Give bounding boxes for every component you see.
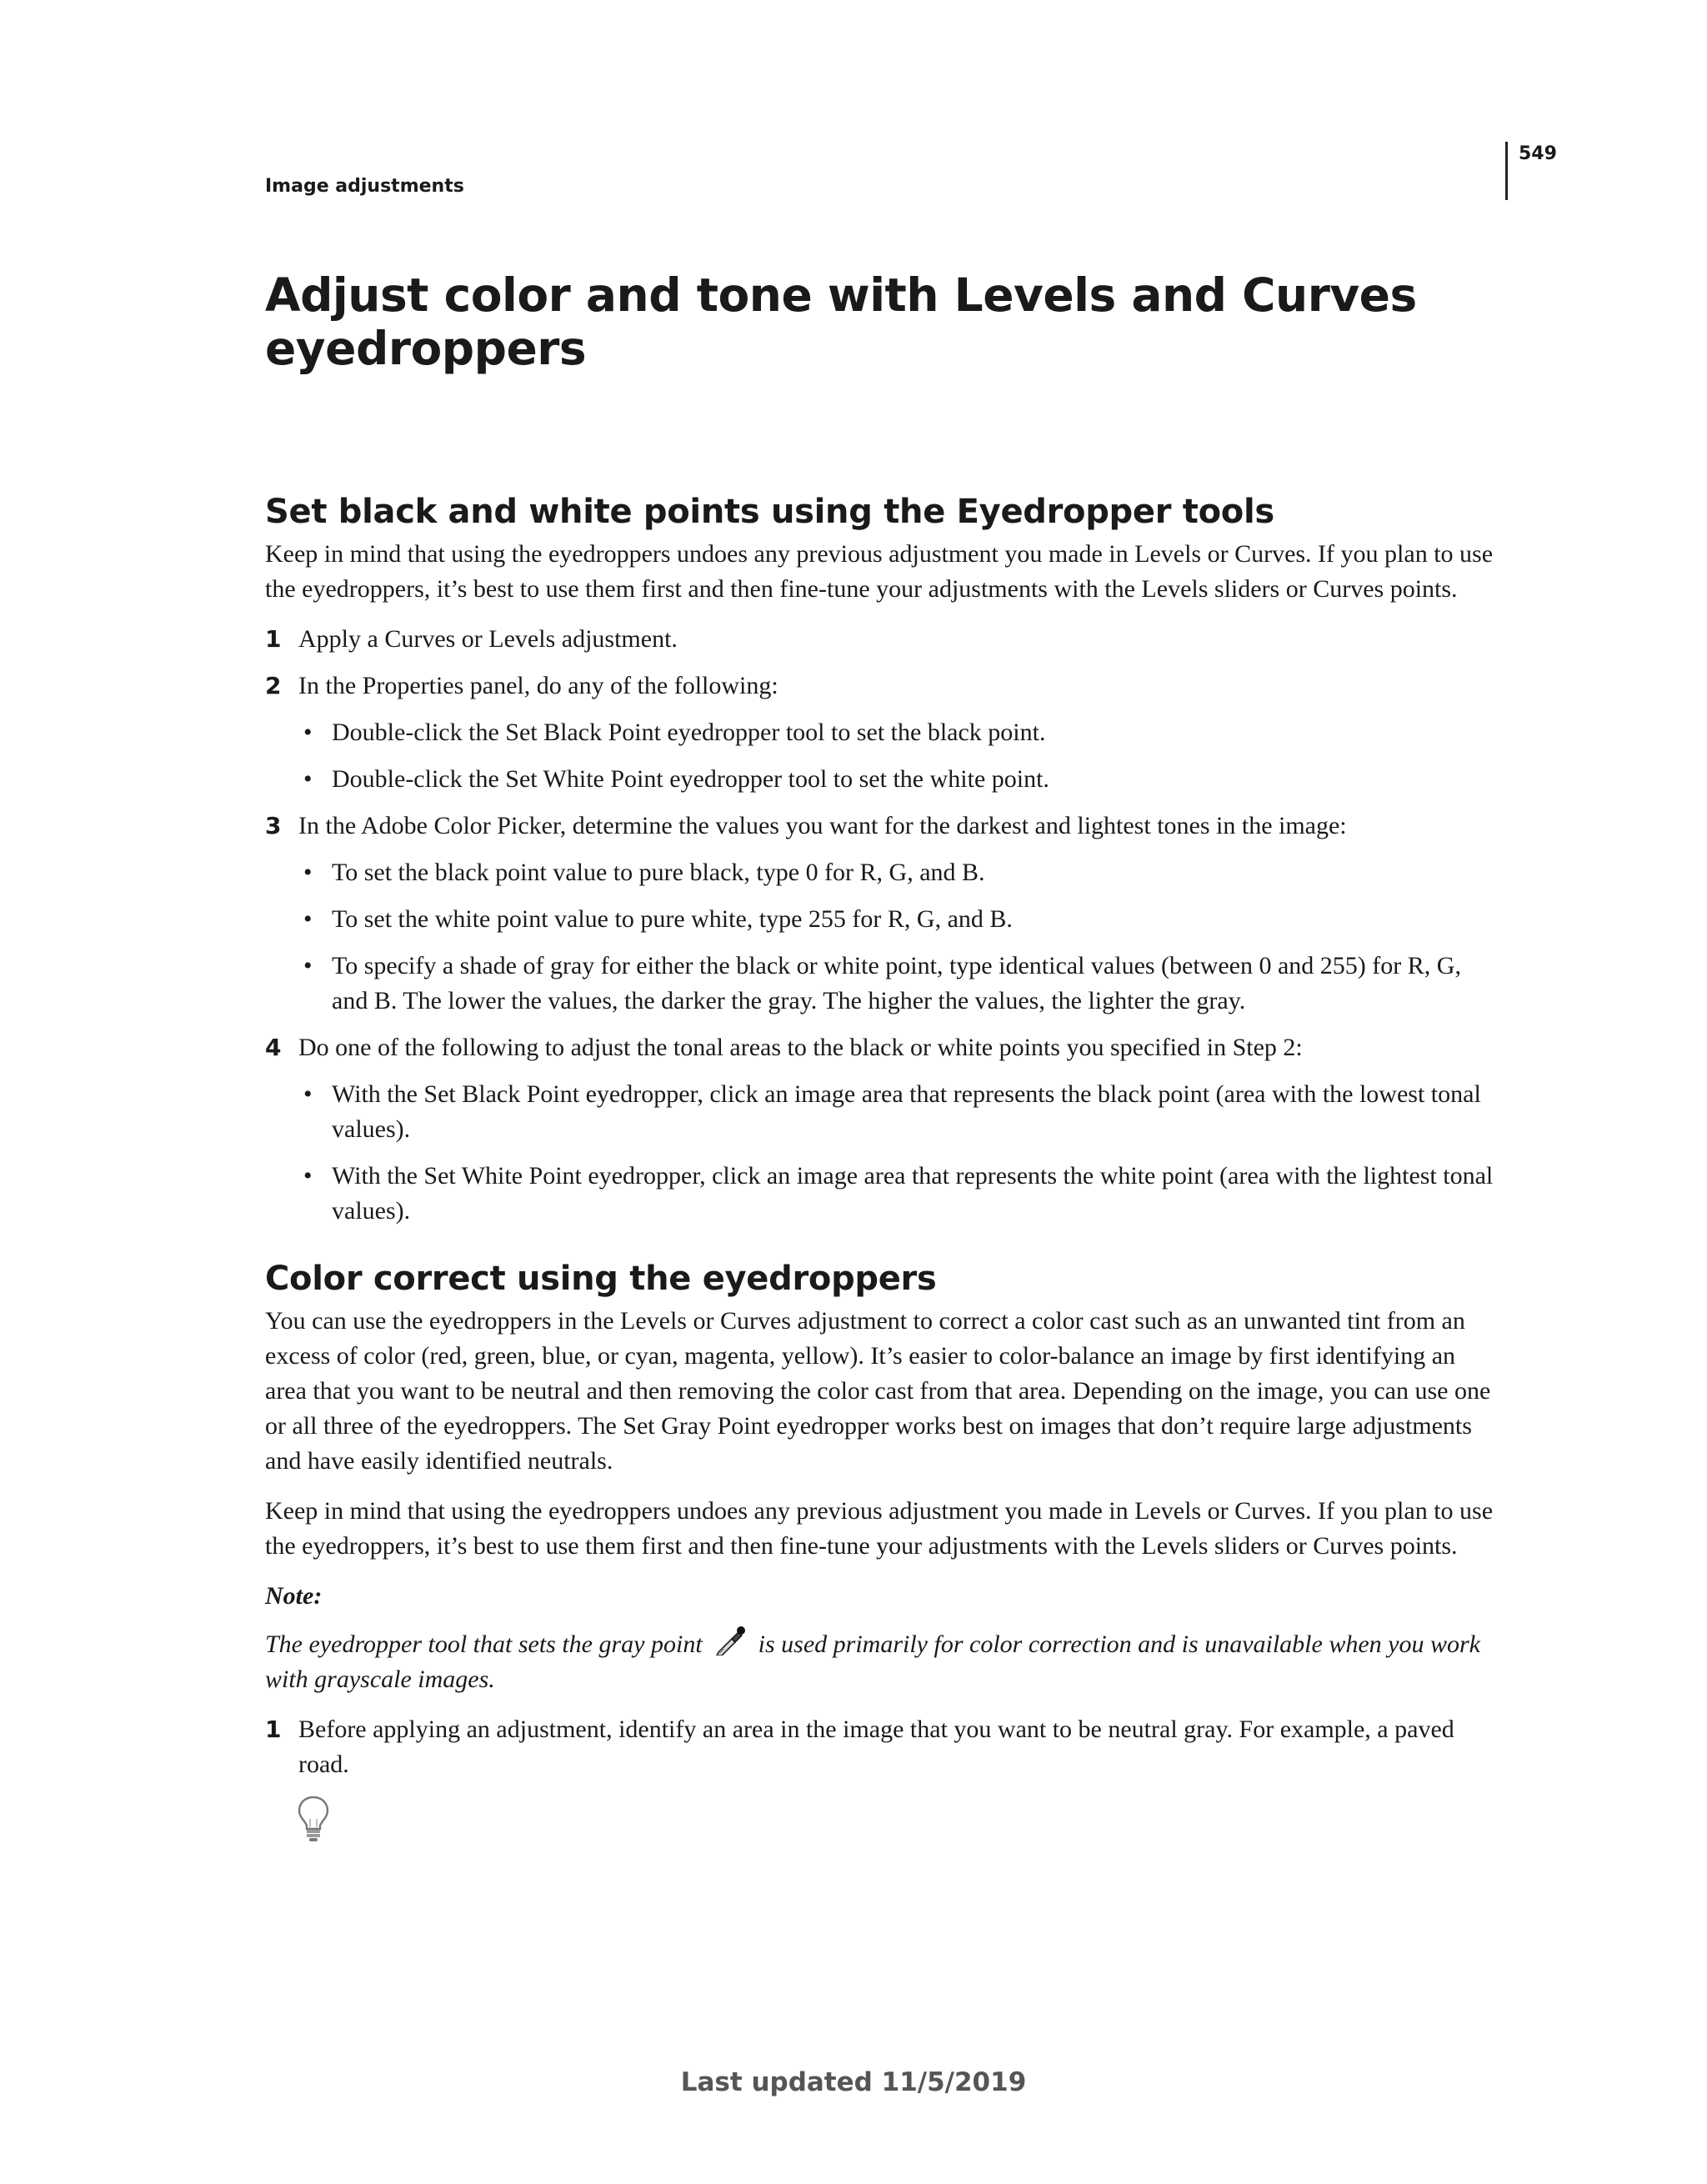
bullet-text: To specify a shade of gray for either the black or white point, type identical values (between 0 and 255) for R, G, and B. The lower the values, the darker the gray. The higher the values, the lighter the gray. xyxy=(332,952,1461,1014)
step-text: Before applying an adjustment, identify an area in the image that you want to be neutral gray. For example, a paved road. xyxy=(298,1716,1454,1778)
step-text: Do one of the following to adjust the tonal areas to the black or white points you specified in Step 2: xyxy=(298,1034,1303,1061)
bullet-marker: • xyxy=(303,859,313,886)
lightbulb-icon xyxy=(297,1794,330,1844)
bullet-marker: • xyxy=(303,719,313,746)
step-item xyxy=(265,1712,1499,1782)
paragraph: You can use the eyedroppers in the Levels or Curves adjustment to correct a color cast such as an unwanted tint from an excess of color (red, green, blue, or cyan, magenta, yellow). It’s easier to color-balance an image by first identifying an area that you want to be neutral and then removing the color cast from that area. Depending on the image, you can use one or all three of the eyedroppers. The Set Gray Point eyedropper works best on images that don’t require large adjustments and have easily identified neutrals. xyxy=(265,1307,1491,1475)
section-color-correct xyxy=(265,1257,1499,1844)
page-number-rule xyxy=(1505,142,1508,200)
step-number: 4 xyxy=(265,1034,282,1061)
bullet-marker: • xyxy=(303,765,313,793)
running-head: Image adjustments xyxy=(265,176,464,197)
page-title xyxy=(265,268,1432,375)
page-title-line-1: Adjust color and tone with Levels and Curves xyxy=(265,268,1417,322)
bullet-item xyxy=(298,855,1499,890)
note-text-before-icon: The eyedropper tool that sets the gray point xyxy=(265,1630,703,1658)
section-heading: Color correct using the eyedroppers xyxy=(265,1260,937,1298)
step-item xyxy=(265,1030,1499,1229)
steps-list xyxy=(265,1712,1499,1782)
steps-list xyxy=(265,622,1499,1229)
step-item xyxy=(265,809,1499,1019)
bullet-marker: • xyxy=(303,952,313,979)
bullet-text: Double-click the Set White Point eyedropper tool to set the white point. xyxy=(332,765,1049,793)
page-number: 549 xyxy=(1519,143,1557,164)
main-content xyxy=(265,490,1499,1844)
bullet-marker: • xyxy=(303,905,313,933)
note-label: Note: xyxy=(265,1582,323,1610)
step-number: 1 xyxy=(265,625,282,653)
step-number: 1 xyxy=(265,1716,282,1743)
bullet-text: To set the black point value to pure black, type 0 for R, G, and B. xyxy=(332,859,985,886)
bullet-item xyxy=(298,949,1499,1019)
note-text xyxy=(265,1625,1499,1697)
bullet-text: Double-click the Set Black Point eyedropper tool to set the black point. xyxy=(332,719,1046,746)
bullet-item xyxy=(298,1077,1499,1147)
bullet-text: With the Set Black Point eyedropper, click an image area that represents the black point (area with the lowest tonal values). xyxy=(332,1080,1481,1143)
bullet-text: With the Set White Point eyedropper, click an image area that represents the white point (area with the lightest tonal values). xyxy=(332,1162,1494,1225)
step-item xyxy=(265,669,1499,797)
step-number: 3 xyxy=(265,812,282,839)
bullet-marker: • xyxy=(303,1162,313,1190)
page-title-line-2: eyedroppers xyxy=(265,322,587,375)
bullet-item xyxy=(298,762,1499,797)
step-number: 2 xyxy=(265,672,282,699)
step-text: In the Properties panel, do any of the following: xyxy=(298,672,778,699)
step-text: In the Adobe Color Picker, determine the values you want for the darkest and lightest tones in the image: xyxy=(298,812,1347,839)
section-intro: Keep in mind that using the eyedroppers undoes any previous adjustment you made in Levels or Curves. If you plan to use the eyedroppers, it’s best to use them first and then fine-tune your adjustments with the Levels sliders or Curves points. xyxy=(265,540,1494,603)
bullet-item xyxy=(298,902,1499,937)
bullet-list xyxy=(298,855,1499,1019)
section-black-white-points xyxy=(265,490,1499,1229)
paragraph: Keep in mind that using the eyedroppers undoes any previous adjustment you made in Levels or Curves. If you plan to use the eyedroppers, it’s best to use them first and then fine-tune your adjustments with the Levels sliders or Curves points. xyxy=(265,1497,1494,1560)
gray-point-eyedropper-icon xyxy=(713,1625,747,1656)
step-text: Apply a Curves or Levels adjustment. xyxy=(298,625,678,653)
bullet-item xyxy=(298,1159,1499,1229)
bullet-list xyxy=(298,715,1499,797)
bullet-list xyxy=(298,1077,1499,1229)
bullet-item xyxy=(298,715,1499,750)
footer-last-updated: Last updated 11/5/2019 xyxy=(680,2067,1027,2097)
bullet-marker: • xyxy=(303,1080,313,1108)
note-text-after-icon: is used primarily for color correction and is unavailable when you work with grayscale images. xyxy=(265,1630,1480,1693)
section-heading: Set black and white points using the Eyedropper tools xyxy=(265,493,1274,531)
bullet-text: To set the white point value to pure white, type 255 for R, G, and B. xyxy=(332,905,1013,933)
step-item xyxy=(265,622,1499,657)
